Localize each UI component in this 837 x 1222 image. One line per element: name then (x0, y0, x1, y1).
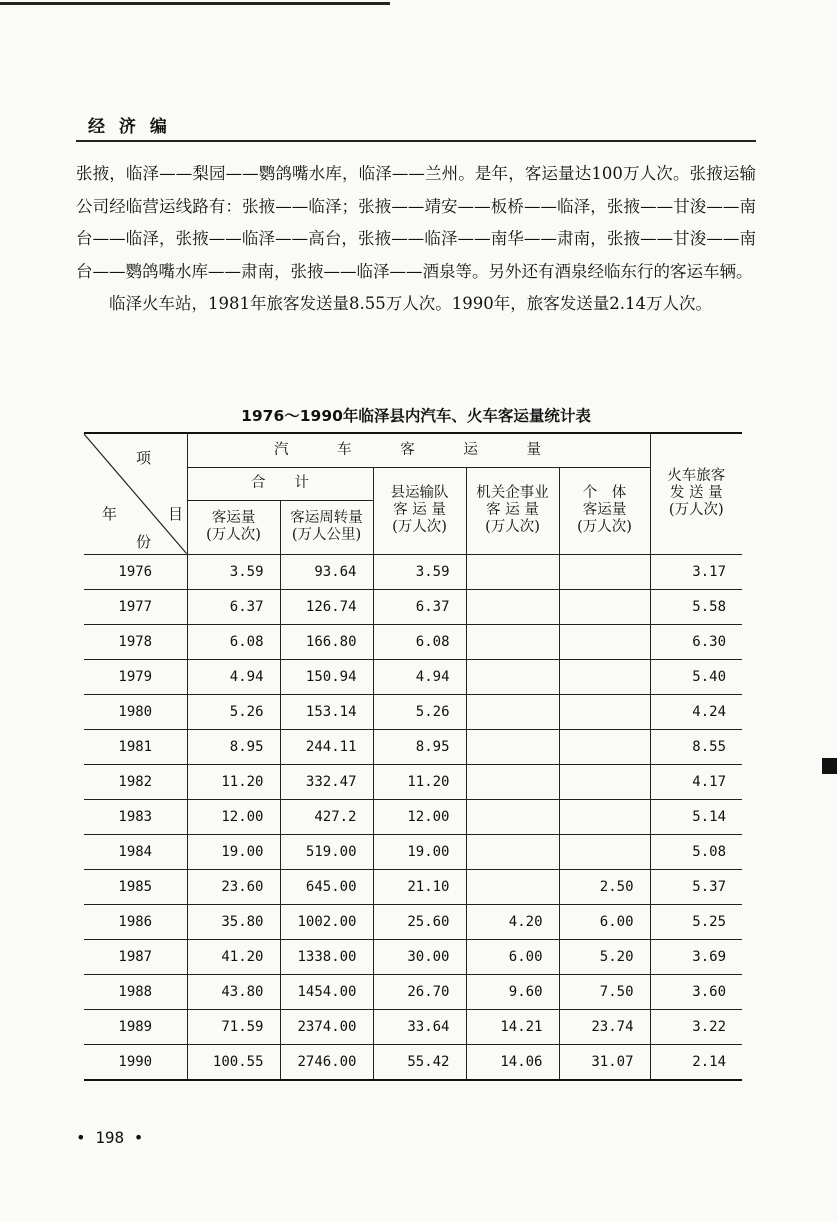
cell-org: 6.00 (466, 939, 559, 974)
cell-train: 4.24 (650, 694, 742, 729)
cell-year: 1983 (84, 799, 187, 834)
cell-year: 1981 (84, 729, 187, 764)
cell-car-turnover: 332.47 (280, 764, 373, 799)
cell-car-turnover: 93.64 (280, 554, 373, 589)
cell-car-volume: 11.20 (187, 764, 280, 799)
cell-car-volume: 5.26 (187, 694, 280, 729)
cell-org (466, 694, 559, 729)
cell-org (466, 764, 559, 799)
table-row (84, 869, 742, 904)
col-header-car-volume: 客运量 (万人次) (187, 500, 280, 554)
cell-train: 5.14 (650, 799, 742, 834)
table-row (84, 589, 742, 624)
cell-train: 5.08 (650, 834, 742, 869)
cell-train: 3.60 (650, 974, 742, 1009)
table-row (84, 764, 742, 799)
cell-org (466, 554, 559, 589)
cell-org: 9.60 (466, 974, 559, 1009)
cell-year: 1990 (84, 1044, 187, 1080)
cell-car-turnover: 1454.00 (280, 974, 373, 1009)
col-header-train: 火车旅客 发 送 量 (万人次) (650, 433, 742, 554)
cell-org (466, 869, 559, 904)
cell-car-turnover: 150.94 (280, 659, 373, 694)
cell-year: 1984 (84, 834, 187, 869)
cell-car-volume: 3.59 (187, 554, 280, 589)
corner-item-1: 项 (136, 449, 152, 467)
cell-year: 1976 (84, 554, 187, 589)
cell-year: 1988 (84, 974, 187, 1009)
cell-private (559, 554, 650, 589)
cell-train: 8.55 (650, 729, 742, 764)
table-row (84, 554, 742, 589)
cell-county: 3.59 (373, 554, 466, 589)
table-row (84, 939, 742, 974)
cell-county: 12.00 (373, 799, 466, 834)
cell-car-volume: 43.80 (187, 974, 280, 1009)
cell-county: 4.94 (373, 659, 466, 694)
cell-car-volume: 100.55 (187, 1044, 280, 1080)
cell-private (559, 694, 650, 729)
cell-year: 1980 (84, 694, 187, 729)
page-edge-mark (822, 758, 837, 774)
cell-org (466, 729, 559, 764)
col-header-org: 机关企事业 客 运 量 (万人次) (466, 467, 559, 554)
cell-car-turnover: 427.2 (280, 799, 373, 834)
table-row (84, 1044, 742, 1080)
cell-car-volume: 6.37 (187, 589, 280, 624)
table-row (84, 624, 742, 659)
cell-train: 5.40 (650, 659, 742, 694)
cell-car-volume: 12.00 (187, 799, 280, 834)
table-row (84, 974, 742, 1009)
cell-county: 25.60 (373, 904, 466, 939)
cell-car-turnover: 166.80 (280, 624, 373, 659)
cell-car-turnover: 126.74 (280, 589, 373, 624)
table-row (84, 694, 742, 729)
cell-private (559, 624, 650, 659)
cell-car-turnover: 153.14 (280, 694, 373, 729)
table-row (84, 1009, 742, 1044)
cell-org: 14.06 (466, 1044, 559, 1080)
table-title: 1976～1990年临泽县内汽车、火车客运量统计表 (241, 407, 591, 425)
cell-private (559, 764, 650, 799)
corner-year-2: 份 (136, 533, 152, 551)
cell-car-turnover: 1002.00 (280, 904, 373, 939)
cell-train: 5.58 (650, 589, 742, 624)
cell-private (559, 834, 650, 869)
cell-private (559, 729, 650, 764)
corner-year-1: 年 (102, 505, 118, 523)
cell-car-volume: 41.20 (187, 939, 280, 974)
cell-car-turnover: 645.00 (280, 869, 373, 904)
table-corner-header (84, 433, 187, 554)
cell-train: 5.37 (650, 869, 742, 904)
group-header-total: 合 计 (187, 467, 373, 500)
table-row (84, 834, 742, 869)
passenger-statistics-table (84, 432, 742, 1081)
cell-car-turnover: 2746.00 (280, 1044, 373, 1080)
cell-county: 11.20 (373, 764, 466, 799)
cell-county: 30.00 (373, 939, 466, 974)
cell-county: 33.64 (373, 1009, 466, 1044)
section-header: 经 济 编 (88, 117, 171, 137)
table-row (84, 659, 742, 694)
table-row (84, 904, 742, 939)
paragraph-railway: 临泽火车站，1981年旅客发送量8.55万人次。1990年，旅客发送量2.14万人次。 (109, 294, 712, 313)
cell-org: 4.20 (466, 904, 559, 939)
paragraph-routes: 张掖，临泽——梨园——鹦鸽嘴水库，临泽——兰州。是年，客运量达100万人次。张掖运输公司经临营运线路有：张掖——临泽；张掖——靖安——板桥——临泽，张掖——甘浚——南台——临泽，张掖——临泽——高台，张掖——临泽——南华——肃南，张掖——甘浚——南台——鹦鸽嘴水库——肃南，张掖——临泽——酒泉等。另外还有酒泉经临东行的客运车辆。 (76, 164, 756, 281)
cell-train: 3.69 (650, 939, 742, 974)
cell-train: 4.17 (650, 764, 742, 799)
header-rule (76, 140, 756, 142)
cell-car-turnover: 1338.00 (280, 939, 373, 974)
cell-org (466, 589, 559, 624)
corner-item-2: 目 (168, 505, 184, 523)
table-row (84, 729, 742, 764)
cell-org (466, 834, 559, 869)
cell-county: 21.10 (373, 869, 466, 904)
cell-county: 19.00 (373, 834, 466, 869)
table-row (84, 799, 742, 834)
cell-car-volume: 19.00 (187, 834, 280, 869)
cell-car-volume: 4.94 (187, 659, 280, 694)
cell-county: 6.37 (373, 589, 466, 624)
cell-car-volume: 23.60 (187, 869, 280, 904)
cell-org (466, 799, 559, 834)
cell-year: 1977 (84, 589, 187, 624)
cell-year: 1978 (84, 624, 187, 659)
cell-private: 31.07 (559, 1044, 650, 1080)
group-header-car: 汽 车 客 运 量 (187, 433, 650, 467)
cell-org (466, 659, 559, 694)
cell-year: 1987 (84, 939, 187, 974)
cell-year: 1985 (84, 869, 187, 904)
cell-private (559, 589, 650, 624)
cell-org (466, 624, 559, 659)
cell-car-volume: 8.95 (187, 729, 280, 764)
table-body (84, 554, 742, 1080)
top-rule (0, 2, 390, 5)
cell-train: 6.30 (650, 624, 742, 659)
cell-car-volume: 71.59 (187, 1009, 280, 1044)
cell-private (559, 799, 650, 834)
cell-car-turnover: 244.11 (280, 729, 373, 764)
cell-county: 6.08 (373, 624, 466, 659)
cell-train: 3.22 (650, 1009, 742, 1044)
cell-private: 7.50 (559, 974, 650, 1009)
cell-car-volume: 35.80 (187, 904, 280, 939)
cell-county: 8.95 (373, 729, 466, 764)
cell-private: 5.20 (559, 939, 650, 974)
cell-year: 1979 (84, 659, 187, 694)
cell-car-volume: 6.08 (187, 624, 280, 659)
cell-county: 5.26 (373, 694, 466, 729)
cell-car-turnover: 2374.00 (280, 1009, 373, 1044)
cell-year: 1982 (84, 764, 187, 799)
col-header-county: 县运输队 客 运 量 (万人次) (373, 467, 466, 554)
cell-private: 6.00 (559, 904, 650, 939)
cell-train: 2.14 (650, 1044, 742, 1080)
cell-private (559, 659, 650, 694)
cell-train: 3.17 (650, 554, 742, 589)
col-header-private: 个 体 客运量 (万人次) (559, 467, 650, 554)
cell-car-turnover: 519.00 (280, 834, 373, 869)
cell-private: 2.50 (559, 869, 650, 904)
col-header-car-turnover: 客运周转量 (万人公里) (280, 500, 373, 554)
page-number: • 198 • (76, 1128, 144, 1147)
cell-year: 1986 (84, 904, 187, 939)
cell-county: 26.70 (373, 974, 466, 1009)
body-text (76, 158, 756, 321)
cell-org: 14.21 (466, 1009, 559, 1044)
cell-train: 5.25 (650, 904, 742, 939)
cell-year: 1989 (84, 1009, 187, 1044)
cell-county: 55.42 (373, 1044, 466, 1080)
cell-private: 23.74 (559, 1009, 650, 1044)
